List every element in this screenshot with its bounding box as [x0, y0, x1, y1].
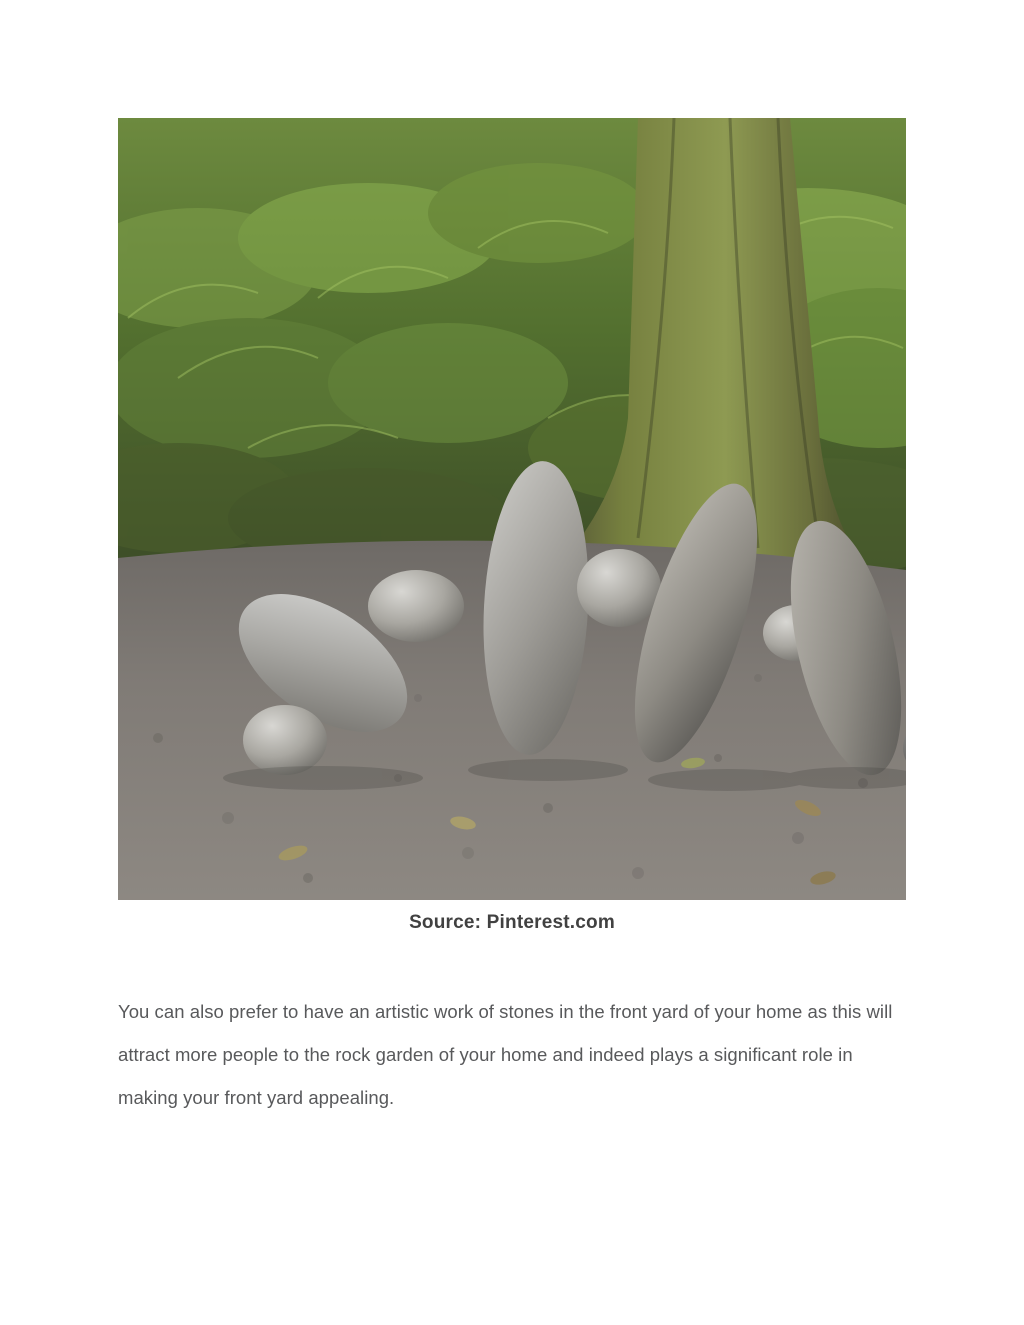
body-paragraph: You can also prefer to have an artistic work of stones in the front yard of your home as this will attract more people to the rock garden of your home and indeed plays a significant role in making your front yard appealing.	[118, 1001, 893, 1108]
figure-caption: Source: Pinterest.com	[409, 912, 615, 933]
rock-garden-illustration	[118, 118, 906, 900]
photo-rock-garden	[118, 118, 906, 900]
page-content	[118, 118, 906, 1138]
figure-rock-garden	[118, 118, 906, 934]
